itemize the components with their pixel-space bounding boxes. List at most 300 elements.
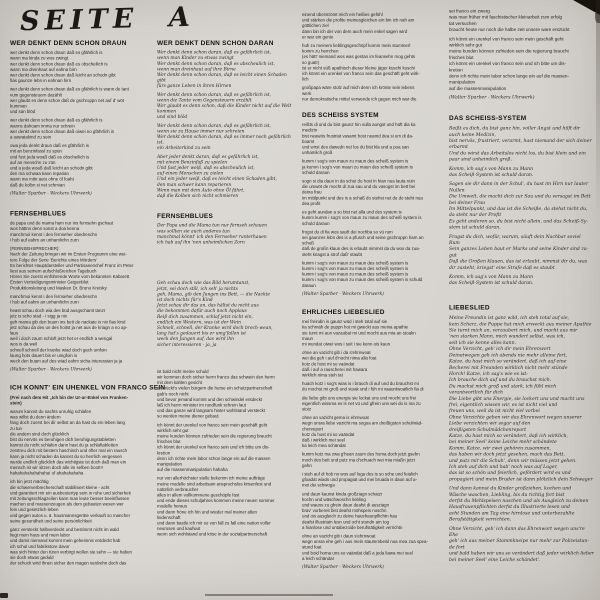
lyric-line: Berufstätigkeit verrichten. (449, 516, 512, 523)
scan-edge-shadow (596, 0, 600, 220)
lyric-line: und das ganze wird langsam hinter wohlstand versteckt (157, 408, 266, 414)
lyric-line: wer glaubt es denn schon daß de gschroppn net auf d' wöt (10, 97, 125, 103)
lyric-line: i hob auf eahm an unhamlichn zurn (10, 237, 79, 243)
song-credit (449, 95, 595, 101)
lyric-line: ist, (157, 140, 164, 146)
stanza (302, 472, 444, 489)
lyric-line: Nullen (449, 187, 465, 193)
stanza (157, 281, 300, 348)
lyric-line: wirklich sehr gut (157, 427, 189, 433)
lyric-line: (Frei nach dem Hit „Ich bin der Ur-ur-Enkel von Franken- (10, 394, 129, 400)
lyric-line: ohne an vazicht gib i daun s'ehrnwoat (302, 533, 376, 539)
lyric-line: dann bin ich der von dem auch mein enkel sagen wird (302, 28, 408, 34)
lyric-line: mensch ist wir sitzen doch alle im selben boot!!! (10, 465, 103, 470)
lyric-line: das Scheiß-System ist schuld daran. (449, 280, 534, 286)
stanza (449, 126, 595, 163)
lyric-line: moi dei schwoga (302, 482, 335, 488)
credit-line: (Walter Sparber - Weckers Uhrwerk) (302, 291, 384, 297)
lyric-line: a hianlose und untabezoide berufstätigkeit verrichtn (302, 524, 403, 530)
scan-speck (0, 593, 8, 598)
lyric-line: Und fast jeder weiß, daß es abscheulich ist, (157, 165, 255, 171)
lyric-line: Die Liebe gibt uns Energie, sie lockert uns und macht uns (449, 395, 585, 402)
lyric-line: Hausfrauenpflichten derfst du Illustrierte lesen und (449, 504, 570, 510)
lyric-line: steht kriagst a strof daß' staubt (302, 251, 363, 257)
lyric-line: wenn die Tante vom Gegensteuern erzählt (157, 97, 252, 103)
lyric-line: was willst du denn ändern (10, 414, 61, 420)
lyric-line: machen und massenzeugen als dem gebauten wesen wer (10, 501, 124, 507)
lyric-line: der schock wird ihnen sicher den magen verdrehn doch das (10, 560, 127, 566)
lyric-line: wir kommen doch sicher herrn franco das schwein den herrn (157, 374, 275, 380)
lyric-line: fias gaunze lebn in eahnan hirn (10, 78, 72, 84)
lyric-line: Und du wirst das Arbeitslos nicht los, du bist klein und ein (449, 150, 586, 156)
lyric-line: wer denkt denn schon draun daß es gfährlich is (10, 50, 103, 56)
stanza (302, 179, 444, 207)
lyric-line: einend überströmt mich ein heißes gefühl (302, 12, 383, 17)
lyric-line: Meine Freundin ist ganz wild, ich steh total auf sie, (449, 315, 570, 321)
lyric-line: gab's noch nicht (157, 391, 189, 397)
lyric-line: i hob auf eahm an unhamlichn zurn (10, 299, 79, 305)
lyric-line: schuß (302, 240, 314, 246)
lyric-line: und wirst des dawedn net los du bist kla und a poa san (302, 144, 409, 150)
lyric-line: kochn und wäschwoschn liebling (302, 496, 366, 502)
lyric-line: wann ma dreinhaut auf eahna birn (10, 66, 77, 72)
lyric-line: zu tun (10, 425, 22, 431)
lyric-line: Wäsche waschen, Liebling, bis du richtig fort bist (449, 491, 565, 498)
lyric-line: Wenn man mit dem Auto ohne Öl fährt, (157, 187, 245, 193)
lyric-line: manipulation (157, 461, 182, 467)
lyric-line: ein Arbeiterkind zu sein (157, 145, 211, 151)
lyric-line: huach kotz i sog's wias is i brauch di auf und du brauchst mi (302, 381, 419, 387)
lyric-line: kumm i sog's von maun zu maun des scheiß system is (302, 265, 409, 271)
lyric-line: ka leich mea schändat (302, 443, 346, 449)
lyric-line: Wer glaubt es denn schon, daß die Kinder nicht auf die Welt (157, 103, 292, 109)
lyric-line: freuen uns, weil da ist nicht viel vorbei (449, 408, 540, 414)
lyric-line: jetz is scho stad - i sigg ja nix (10, 313, 67, 319)
lyric-line: wer denkt denn schon draun daß es gfährlich is (10, 117, 103, 123)
lyric-line: ohne an vazicht gib i da s'ehrnwoat (302, 350, 371, 356)
lyric-line: Sie turnt mich an, verzaubert mich, und macht aus mir (449, 327, 578, 334)
lyric-line: auf an menschn zu zün (10, 159, 56, 165)
credit-line: (Walter Sparber - Weckers Uhrwerk) (449, 94, 535, 101)
lyric-line: unhamlich groß (302, 150, 333, 156)
lyric-line: (es hätt' niemand wos was gestan im feansehn mog gehts (302, 54, 416, 60)
lyric-line: kumm i sog's von maun zu maun des scheiß system is (302, 260, 409, 266)
lyric-line: wer denkt denn schon draun daß oiwei no gfährlich is (10, 128, 114, 134)
lyric-line: meine kunden können zufrieden sein die regierung braucht (157, 433, 272, 439)
stanza (449, 181, 595, 231)
stanza (302, 381, 444, 392)
stanza (10, 479, 152, 524)
lyric-line: wer denkt denn schon draun daß es gfährlich is wann de tant (10, 86, 129, 92)
lyric-line: das ist so schön und feierlich, gefördert wird es und (449, 470, 571, 476)
song-title: DES SCHEISS SYSTEM (302, 111, 379, 119)
lyric-line: eigentlich wissma es is net vü und gfrein uns wei do is ma zu (302, 400, 421, 406)
lyric-line: und damit niemand kommt mein geheimnis entdeckt hab (10, 538, 121, 544)
lyric-line: Es geht anderen so, du bist nicht allein, und das Scheiß-Sy- (449, 218, 588, 224)
lyric-line: gfoadat wiads und propagiat und mei bruada is daun auf a- (302, 477, 417, 483)
stanza (449, 36, 595, 92)
lyric-line: fang doch zuerst bei dir selbst an da hast du ein leben lang (10, 420, 125, 426)
lyric-line: daß die Kolben sich nicht schmieren (157, 193, 239, 199)
lyric-line: moch des bett und putz ma d'schuach wei mia miaßn jetzt (302, 457, 415, 463)
lyric-line: kumman (10, 103, 27, 109)
lyric-line: de papa und de mama ham nur ins fernsehn gschaut (10, 220, 114, 226)
column-2 (157, 40, 300, 600)
lyric-line: wegn unsra liebe vazicht ma sogoa am dreißigsten schulmäd- (302, 420, 423, 426)
lyric-line: chenreport (302, 426, 324, 432)
stanza (302, 12, 444, 40)
lyric-line: Schnell, schnell, der Kranke wird doch brech-wean, (157, 325, 273, 331)
lyric-line: schuld daraun (302, 220, 330, 226)
lyric-line: sei franco ein zwerg (449, 8, 490, 14)
lyric-line: Im Mittelpunkt, und das ist die Scheiße, da stehst nicht du, (449, 205, 588, 212)
lyric-line: den ma schwaa kann reparian (10, 171, 69, 177)
lyric-line: da steht nur der Profit (449, 212, 502, 218)
lyric-line: ich hab auf ihn 'nen unheimlichen Zorn (157, 240, 245, 246)
song-credit (10, 191, 152, 197)
stanza (302, 350, 444, 378)
lyric-line: kretion (449, 67, 463, 73)
lyric-line: mit an benzinfassl zu spün (10, 148, 62, 154)
lyric-line: Deinetwegen geh ich abends nie mehr alleine fort, (449, 352, 568, 358)
lyric-line: Ersten Verteidigungsminister Geigenblut (10, 279, 89, 285)
lyric-line: Katze, du hast mich so verändert, daß ich auf eine (449, 358, 567, 365)
lyric-line: daraun (302, 282, 316, 288)
lyric-line: so guat!) (302, 59, 320, 65)
lyric-line: erbarmt (449, 144, 468, 150)
lyric-line: natürlich verbraucher (157, 486, 199, 492)
lyric-line: sei gaunzes lebn des is a pfusch und seine gschroppn ham an (302, 234, 424, 240)
lyric-line: sicher interessieren - ja, ja (157, 342, 217, 348)
lyric-line: er drückt's vielen bürgern die hurse ein schutzpartnerschaft (157, 385, 273, 391)
stanza (302, 319, 444, 347)
stanza (449, 486, 595, 523)
lyric-line: ich bin jetzt mächtig (10, 479, 49, 485)
lyric-line: was sollten sie auch anderes tun (157, 228, 230, 234)
column-gap (157, 249, 158, 281)
lyric-line: Du machst mich groß und stark, ich fühl mich (449, 383, 557, 389)
lyric-line: weil i doch zaum schloft jetzt het er endlich a wengal (10, 336, 113, 342)
lyric-line: bei deiner Frau (449, 199, 486, 206)
lyric-line: gehn (302, 462, 312, 468)
lyric-line: a oawatakind zu sein (10, 134, 52, 140)
lyric-line: verantwortlich für dich (449, 389, 503, 396)
stanza (157, 369, 300, 419)
lyric-line: den man schwer kann reparieren (157, 182, 232, 188)
stanza (302, 534, 444, 562)
lyric-line: nur von allerhöchster stelle bekomm ich meine aufträge (157, 475, 266, 481)
lyric-line: wos hättns denn sonst a doa kenna (10, 226, 80, 232)
lyric-line: liegt mein haus und mein labor (10, 532, 70, 538)
lyric-line: leidenschaft (157, 514, 181, 520)
lyric-line: kann ja nicht schaden da kannst du so herrlich vergessen (10, 453, 122, 459)
stanza (157, 154, 300, 199)
lyric-line: großpapa wäre stolz auf mich denn ich krönte sein lebens (302, 85, 415, 91)
lyric-line: maun (302, 335, 314, 341)
lyric-line: Reißt es dich, du bist ganz hin, voller Angst und hilft dir (449, 125, 581, 132)
lyric-line: und ende dieses schuljahres kommen meine neuen sommer (157, 498, 275, 504)
lyric-line: kumm kumm i sog's von maun zu maun des scheiß system is (302, 215, 422, 221)
lyric-line: propagiert und mein Bruder ist dann plötzlich dein Schwager (449, 476, 593, 482)
stanza (302, 43, 444, 82)
lyric-line: Komm, Katze, wir zwei gehören zusammen, (449, 445, 551, 451)
lyric-line: frei, eigentlich wissen wir, es ist nicht viel und (449, 401, 558, 408)
lyric-line: ich könnt ein urenkel von franco sein das geschäft geht wirk- (302, 71, 420, 77)
column-4 (449, 8, 595, 600)
lyric-line: reißts di und du bist gaunz hin vulla aungst und hüft dia ka (302, 122, 416, 128)
credit-line: (Walter Sparber - Weckers Uhrwerk) (10, 190, 92, 196)
lyric-line: meine modelle sind arbeitsam anspruchslos krisenfest und (157, 481, 272, 487)
lyric-line: gut (449, 252, 457, 258)
stanza (10, 143, 152, 188)
lyric-line: Daß die Großen klauen, das ist erlaubt, nimmst dir du, was (449, 258, 588, 265)
lyric-line: denn ich richte mein labor schon lange ein auf die massen- (449, 73, 570, 79)
lyric-line: jetzt, sei doch still, ich seh' ja nichts (157, 286, 238, 292)
lyric-line: Es berichtet Hauptdarsteller und Partisanenchef Franz im Peter (10, 262, 134, 268)
lyric-line: mit zeitungsschlagzeilen kann man leute besser beeinflussen (10, 496, 130, 502)
lyric-line: Komm, ich sag's von Mann zu Mann (449, 165, 534, 172)
lyric-line: kretion (157, 450, 171, 456)
lyric-line: und sind blöd (157, 114, 188, 120)
lyric-line: laus (10, 330, 19, 336)
stanza (302, 415, 444, 449)
stanza (302, 452, 444, 469)
lyric-line: laß ich herrn minister im rundfunk schrein laut (157, 402, 246, 408)
lyric-line: wirklich nima steh tat (302, 372, 343, 378)
song-credit (302, 565, 444, 571)
stanza (10, 409, 152, 476)
lyric-line: dea profit (302, 200, 321, 206)
lyric-line: endlich ein Western, was ist der Wein (157, 319, 241, 325)
lyric-line: wann ma kinda zu wos zwingt (10, 55, 69, 61)
lyric-line: kumm i sog's von maun zu maun des scheiß system is schuld (302, 277, 423, 283)
lyric-line: wanns dahoam imma nur schrein (10, 123, 75, 129)
lyric-line: geh, Mama, gib den Jungen ins Bett, — die Nackte (157, 291, 270, 297)
lyric-line: bei meiner Seel' eine Leiche schändet'. (449, 556, 541, 563)
lyric-line: und fost jeda woaß daß es obscheilich is (10, 154, 90, 160)
lyric-line: Der Papa und die Mama tun nur fernseh schauen (157, 223, 267, 229)
song-title: DAS SCHEISS-SYSTEM (449, 113, 527, 122)
lyric-line: was man früher mit faschistischer kleinarbeit zum erfolg (449, 14, 563, 20)
lyric-line: wegn unsra ehe geh i aus mein staummbeisl nua mea zua spea- (302, 539, 428, 545)
lyric-line: vum gegensteuern dazählt (10, 92, 62, 98)
lyric-line: kannst du nicht schlafen dann hast du ja schlaftabletten (10, 442, 119, 448)
song-title: FERNSEHBLUES (157, 212, 214, 220)
lyric-line: huh zu meinem lieblingsgeschöpf komm mein stummerl (302, 43, 411, 49)
lyric-line: medizin (302, 127, 318, 133)
lyric-line: denn ich richte mein labor schon lange ein auf die massen (157, 455, 271, 461)
lyric-line: liest aus seinem aufschlußreichen Tagebuch (10, 268, 97, 274)
column-3-text (302, 12, 444, 570)
lyric-line: sogn si dia daun in da schui du host in hian nua lauta nuin (302, 178, 415, 184)
stanza (10, 118, 152, 140)
lyric-line: und boid homa uns so vaändat daß a jeda liawa mei seel (302, 550, 414, 556)
lyric-line: alles in allem vollkommene geschöpfe fast (157, 492, 240, 498)
stanza (157, 50, 300, 89)
lyric-line: Wer denkt denn schon daran, daß es immer noch gefährlich (157, 134, 291, 140)
song-credit (10, 367, 152, 373)
lyric-line: manchmal könnt' ich den Fernseher runterhauen (157, 234, 267, 240)
lyric-line: frogst du di fia wos sauft dei nochba so vü rum (302, 229, 393, 235)
column-4-text (449, 8, 595, 563)
stanza (157, 476, 300, 538)
lyric-line: daß i wirklich mei seel (302, 437, 346, 443)
lyric-line: frisches blut (157, 439, 181, 445)
lyric-line: brav' vurbereit bist deafst möhspeis noschn (302, 508, 387, 514)
lyric-line: Ohne Verzicht, geb' ich dann das Ehrenwort wegen uns're (449, 525, 585, 532)
stanza (449, 166, 595, 178)
lyric-line: Aber jeder denkt daran, daß es gefährlich ist, (157, 154, 259, 160)
lyric-line: mit dem kahlen gesicht (157, 380, 202, 386)
lyric-line: fürs ganze Leben in ihren Hirnen (157, 83, 232, 89)
lyric-line: seine gesundheit und seine persönlichkeit (10, 518, 92, 524)
lyric-line: (FERNSEHSPRECHER): (10, 246, 60, 252)
lyric-line: dreißigsten Schulmädchenreport (449, 426, 527, 433)
stanza (10, 308, 152, 364)
lyric-line: ka schmäh de puppn hot mi gweckt aus meina apathie (302, 324, 409, 330)
song-credit (302, 291, 444, 297)
stanza (10, 246, 152, 291)
lyric-line: a leich schändat (302, 555, 334, 561)
lyric-line: und dann bastle ich mir so von fall zu fall eine nation voller (157, 520, 271, 526)
lyric-line: seit ich sie kenne alles kann. (449, 339, 517, 346)
credit-line: (Walter Sparber - Weckers Uhrwerk) (10, 367, 92, 373)
lyric-line: laung hots dauert bis er umgfoin is (10, 352, 78, 358)
lyric-line: stem ist schuld daran. (449, 224, 501, 231)
lyric-line: ganz versteckt halbverdeckt und bestimmt nicht im wald (10, 527, 119, 533)
lyric-line: ohne an vazicht gema is ehrnwoat (302, 415, 369, 421)
column-3 (302, 12, 444, 600)
lyric-line: wos is da weil (10, 341, 38, 347)
lyric-line: und san blöd (10, 109, 36, 115)
lyric-line: es geht aundan a so bist net alla und des system is (302, 209, 402, 215)
lyric-line: heast schau doch wia des büd ausgschamt tanzt (10, 308, 105, 314)
lyric-line: 'nen starken Mann, mich wundert selbst, was ich, (449, 333, 566, 340)
lyric-line: modelle heraus (157, 503, 188, 509)
lyric-line: mi wundat oiwei wos i seit i sie kenn ois kaun (302, 341, 391, 347)
lyric-line: wei dia geh i auf d'nocht nima alla foat (302, 355, 377, 361)
lyric-line: die andern sind doch glücklich (10, 431, 69, 437)
lyric-line: das Scheiß-System ist schuld daran. (449, 171, 534, 178)
lyric-line: er war ein genie (302, 34, 334, 40)
song-title: EHRLICHES LIEBESLIED (302, 307, 385, 316)
lyric-line: i steh auf di hob no wos auf loga des is so sche und feialich (302, 471, 418, 477)
lyric-line: so werden meine diener gebaut (157, 413, 219, 419)
lyric-line: Fragst du dich, wofür, warum, säuft dein Nachbar soviel (449, 233, 581, 240)
lyric-line: ist er nicht süß apathisch dieser kleine jäger kuschi kuschi (302, 65, 415, 71)
column-2-text (157, 40, 300, 537)
lyric-line: paar sind unheimlich groß. (449, 156, 513, 163)
lyric-line: und ois ausgleich zu deine hausfraunpflichtn hau (302, 513, 398, 519)
lyric-line: Sagen sie dir dann in der Schul', du hast im Hirn nur lauter (449, 181, 589, 187)
lyric-line: auf die massenmanipulation hahaha (157, 467, 228, 473)
lyric-line: manchmoi kennt i den fernseher obedreschn (10, 293, 98, 299)
lyric-line: Wer denkt denn schon daran, daß es gefährlich ist, (157, 50, 272, 56)
lyric-line: Ohne Verzichte geben wir das Ehrenwort wegen unserer (449, 414, 582, 420)
lyric-line: nur demokratische mittel verwende ich gegen mich war die (302, 96, 417, 102)
lyric-line: dir zusteht, kriegst' eine Strafe daß es staubt (449, 264, 555, 271)
lyric-line: geh' ich aus meiner Stammkneipe nur mehr zur Polizeistun- (449, 538, 589, 544)
lyric-line: ich könnt ein urenkel von franco sein und ich bitte um dis- (449, 61, 566, 67)
lyric-line: gibt (157, 78, 166, 84)
lyric-line: deafst illustriatn lesn und ocht stundn am tog (302, 519, 390, 525)
lyric-line: sie turnt mi aun vazaubat mi und mocht aus mia an stoakn (302, 330, 416, 336)
lyric-line: werde endlich glücklich das wichtigste ist doch daß man ein (10, 459, 127, 465)
lyric-line: manipulation (449, 79, 476, 85)
scan-bottom-shadow (205, 594, 333, 596)
lyric-line: mit einem Benzinfaß zu spielen (157, 159, 228, 165)
stanza (157, 422, 300, 472)
lyric-line: wann ma mitn auto ohne öl foaht (10, 176, 74, 182)
lyric-line: stund foat (302, 544, 322, 550)
lyric-line: Katze, du hast mich so verändert, daß ich wirklich, (449, 432, 569, 439)
lyric-line: tat versuchen (449, 20, 477, 26)
song-title: WER DENKT DENN SCHON DRAUN (10, 39, 127, 47)
lyric-line: Geh schau doch wie das Bild herumtanzt, (157, 280, 250, 286)
stanza (302, 210, 444, 227)
lyric-line: wenn sie zu Hause immer nur schreien (157, 128, 245, 134)
lyric-line: schnell schnell der kranke wiad doch gach umfoin (10, 347, 107, 353)
lyric-line: und stärken die profite meinesgleichen ein bin ich nah am (302, 17, 415, 23)
lyric-line: stein) (10, 400, 22, 406)
lyric-line: Horch! Katze, ich sag's wie es ist: (449, 370, 528, 377)
lyric-line: Hören Sie zuerst einführende Worte vom bekannten Kabarett (10, 274, 130, 280)
stanza (449, 274, 595, 286)
stanza (10, 395, 152, 406)
lyric-line: Wer denkt denn schon daran, daß es leicht einen Schaden (157, 72, 287, 78)
lyric-line: ich könnt der urenkel von franco sein und ich bitte um dis- (157, 444, 270, 450)
lyric-line: Ohne Verzicht, geb' ich dir mein Ehrenwort (449, 346, 551, 352)
column-gap (157, 351, 158, 369)
lyric-line: wirklich sehr gut (449, 42, 482, 48)
lyric-line: die umwöt de mocht di zua sau und du vasogst im bett bei (302, 184, 416, 190)
lyric-line: daß de großn klaun des is erlaubt nimmst da du wos da zua- (302, 246, 421, 252)
lyric-line: ist doch nichts für's Kind (157, 297, 213, 303)
stanza (10, 50, 152, 84)
stanza (449, 315, 595, 482)
lyric-line: und a jeda woaß daß leicht an schodn gibt (10, 165, 93, 171)
lyric-line: ja kumm i sog's von maun zu maun des scheiß system is (302, 164, 413, 170)
lyric-line: braucht heute nur noch die halbe zeit unsere ware entzückt (449, 27, 570, 33)
lyric-line: und bevor jemand kommt und den schwindel entdeckt (157, 396, 263, 402)
lyric-line: Komm, ich sag's von Mann zu Mann (449, 274, 534, 280)
lyric-line: bist du nervös es beruhigen dich beruhigungstabletten (10, 436, 116, 442)
song-title: ICH KONNT' EIN UHENKEL VON FRANCO SEIN (10, 383, 166, 392)
lyric-line: schuld daraun (302, 169, 330, 175)
lyric-line: auch keine Medizin, (449, 131, 496, 138)
stanza (449, 526, 595, 563)
lyric-line: und daun kaunst kinda großziagn schatzi (302, 491, 382, 497)
lyric-line: weck den Jungen auf, das wird ihn (157, 336, 234, 342)
lyric-line: die liebe gibt uns energie sie lockat uns und mocht uns frei (302, 395, 417, 401)
lyric-line: wenn man Kinder zu etwas zwingt (157, 55, 234, 61)
stanza (10, 294, 152, 305)
lyric-line: das haben wir doch jetzt gesehen, mach das Bett, (449, 451, 565, 458)
lyric-line: Wer denkt denn schon daran, daß es abscheulich ist, (157, 61, 275, 67)
lyric-line: auf die massenmanipulation (449, 85, 507, 91)
lyric-line: Reiß dich zusammen, schlaf jetzt nicht ein, (157, 314, 253, 320)
stanza (302, 85, 444, 102)
lyric-line: im mittlpunkt und des is a schaß do stehst net du do steht nua (302, 195, 423, 201)
lyric-line: göttlichen ziel (302, 23, 329, 29)
credit-line: (Walter Sparber - Weckers Uhrwerk) (302, 564, 384, 570)
lyric-line: boamt (302, 138, 315, 144)
lyric-line: bei meiner Seel' keine Leiche mehr schändete (449, 439, 557, 445)
lyric-line: mei freindin is gaunz wüd i steh total auf sie (302, 319, 388, 325)
lyric-line: wer denkt denn schon draun daß es obscheilich is (10, 61, 108, 67)
lyric-line: de fort (449, 544, 465, 550)
stanza (449, 234, 595, 271)
